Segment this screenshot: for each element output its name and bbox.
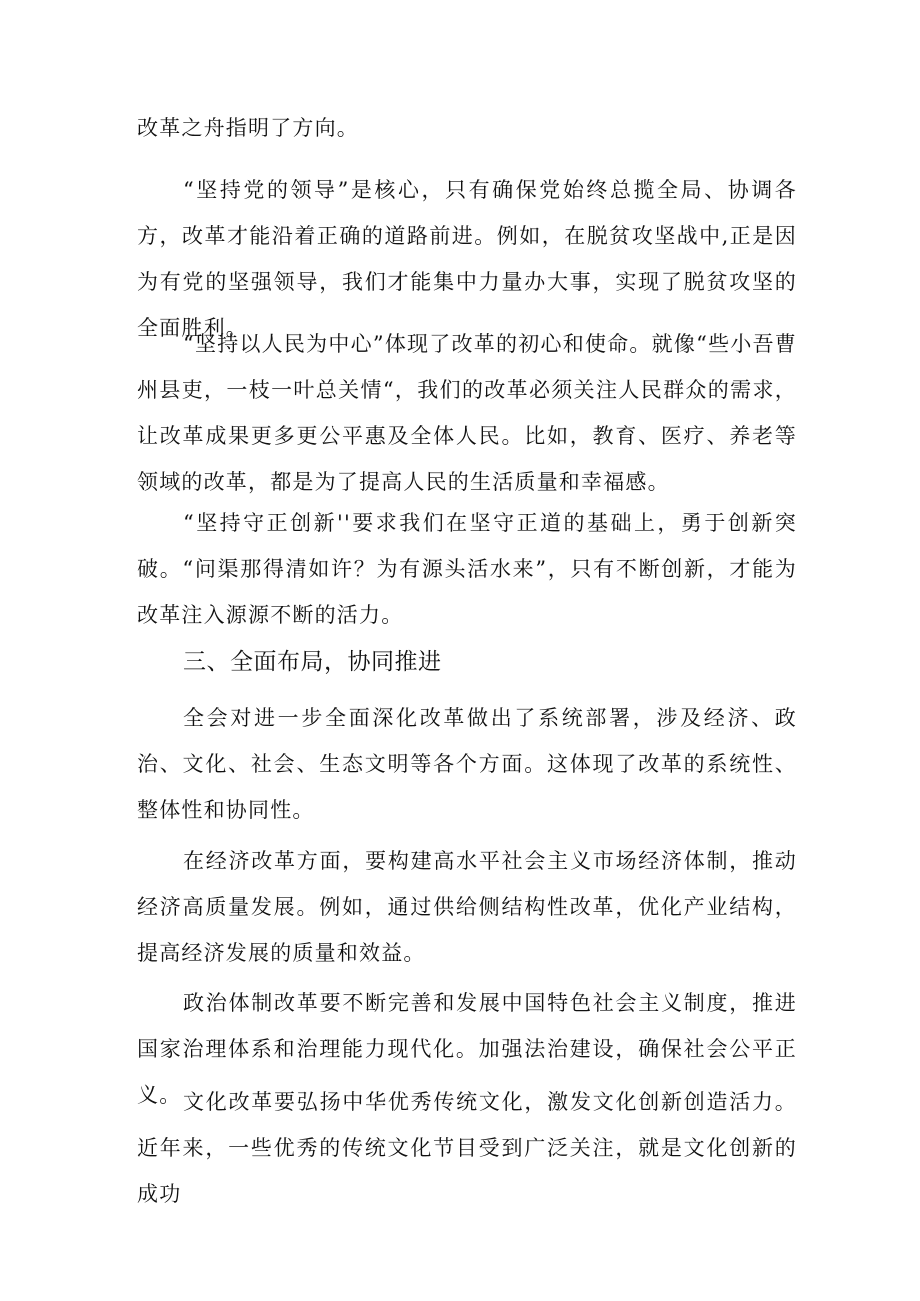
paragraph-political-reform: 政治体制改革要不断完善和发展中国特色社会主义制度，推进国家治理体系和治理能力现代化。加强法治建设，确保社会公平正义。 [137, 991, 797, 1107]
paragraph-systematic-deployment: 全会对进一步全面深化改革做出了系统部署，涉及经济、政治、文化、社会、生态文明等各个方面。这体现了改革的系统性、整体性和协同性。 [137, 706, 797, 822]
paragraph-party-leadership: “坚持党的领导”是核心，只有确保党始终总揽全局、协调各方，改革才能沿着正确的道路前进。例如，在脱贫攻坚战中,正是因为有党的坚强领导，我们才能集中力量办大事，实现了脱贫攻坚的全面胜利。 [137, 178, 797, 340]
paragraph-cultural-reform: 文化改革要弘扬中华优秀传统文化，激发文化创新创造活力。近年来，一些优秀的传统文化节目受到广泛关注，就是文化创新的成功 [137, 1090, 797, 1206]
paragraph-continuation: 改革之舟指明了方向。 [137, 116, 359, 140]
paragraph-economic-reform: 在经济改革方面，要构建高水平社会主义市场经济体制，推动经济高质量发展。例如，通过供给侧结构性改革，优化产业结构，提高经济发展的质量和效益。 [137, 849, 797, 965]
paragraph-innovation: “坚持守正创新''要求我们在坚守正道的基础上，勇于创新突破。“问渠那得清如许？为有源头活水来”，只有不断创新，才能为改革注入源源不断的活力。 [137, 511, 797, 627]
paragraph-people-centered: “坚持以人民为中心”体现了改革的初心和使命。就像“些小吾曹州县吏，一枝一叶总关情“，我们的改革必须关注人民群众的需求，让改革成果更多更公平惠及全体人民。比如，教育、医疗、养老等领域的改革，都是为了提高人民的生活质量和幸福感。 [137, 332, 797, 494]
section-heading: 三、全面布局，协同推进 [183, 649, 442, 675]
